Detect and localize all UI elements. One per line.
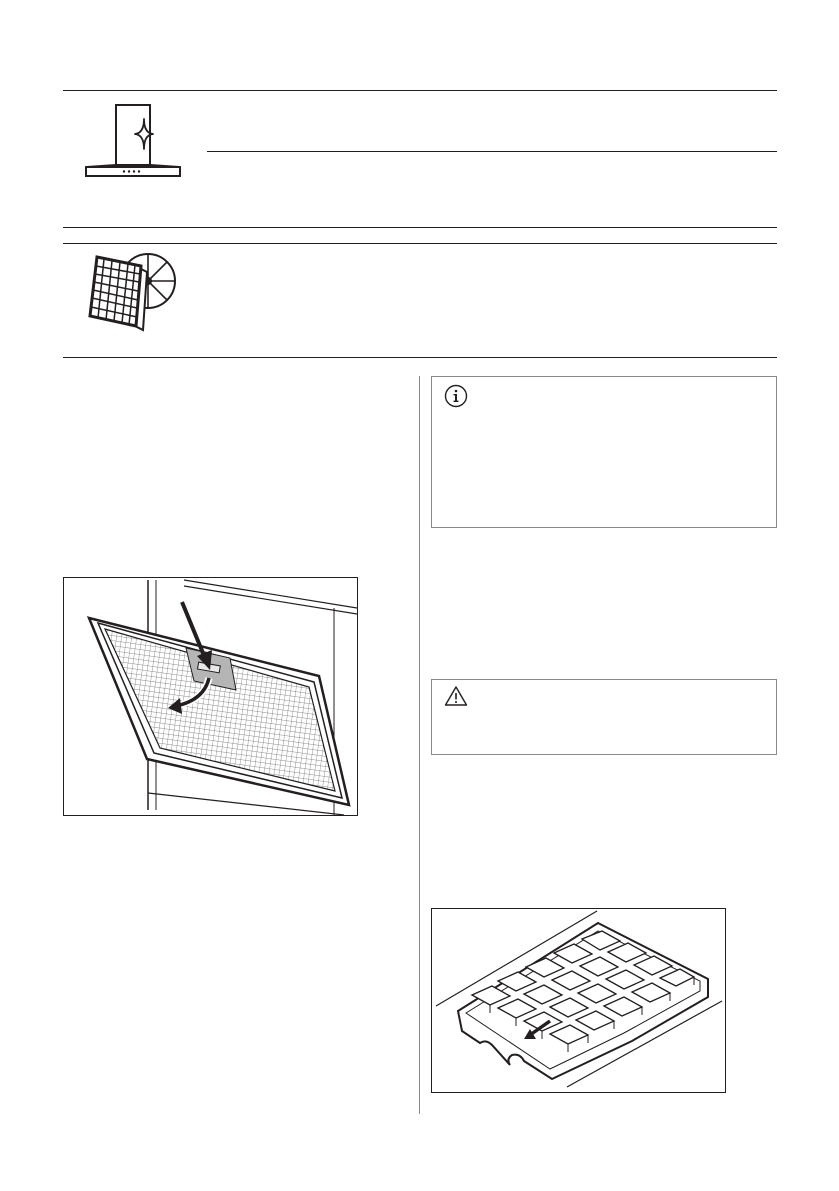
section-rule-bottom: [63, 227, 777, 228]
filter-fan-icon: [80, 250, 180, 332]
column-divider: [419, 376, 420, 1114]
info-callout: [431, 376, 777, 528]
warning-callout: [431, 679, 777, 755]
section-rule-bottom-filters: [63, 357, 777, 358]
section-rule-top: [63, 90, 777, 91]
grease-filter-illustration: [63, 577, 358, 816]
section-rule-top-filters: [63, 243, 777, 244]
warning-triangle-icon: [444, 685, 468, 707]
info-icon: [444, 384, 468, 408]
charcoal-filter-illustration: [431, 908, 726, 1093]
hood-clean-icon: [84, 104, 182, 180]
section-subrule: [207, 151, 777, 152]
